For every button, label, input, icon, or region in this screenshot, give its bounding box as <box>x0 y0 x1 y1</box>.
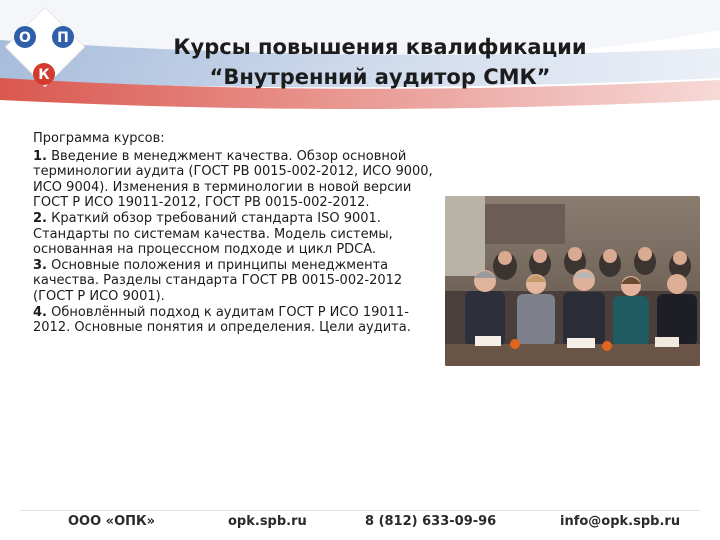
item-text: Введение в менеджмент качества. Обзор основной терминологии аудита (ГОСТ РВ 0015-002-2012, ИСО 9000, ИСО 9004). Изменения в терминологии в новой версии ГОСТ Р ИСО 19011-2012, ГОСТ РВ 0015-002-2012. <box>33 148 433 211</box>
logo-icon <box>2 4 88 90</box>
item-number: 4. <box>33 304 47 320</box>
item-number: 1. <box>33 148 47 164</box>
footer-email[interactable]: info@opk.spb.ru <box>560 514 681 529</box>
company-logo <box>2 4 88 90</box>
program-content <box>33 131 443 336</box>
footer-phone: 8 (812) 633-09-96 <box>365 514 497 529</box>
program-heading: Программа курсов: <box>33 131 165 146</box>
program-item-1 <box>33 149 443 211</box>
footer-divider <box>20 510 700 511</box>
item-number: 3. <box>33 257 47 273</box>
footer-website[interactable]: opk.spb.ru <box>228 514 307 529</box>
page-title <box>110 32 650 92</box>
footer <box>0 504 720 540</box>
item-text: Обновлённый подход к аудитам ГОСТ Р ИСО 19011-2012. Основные понятия и определения. Цели аудита. <box>33 304 411 336</box>
program-item-2 <box>33 211 443 258</box>
program-item-3 <box>33 258 443 305</box>
title-line-2: “Внутренний аудитор СМК” <box>209 65 551 89</box>
program-item-4 <box>33 305 443 336</box>
logo-letter-k: К <box>38 67 50 83</box>
footer-company: ООО «ОПК» <box>68 514 156 529</box>
title-line-1: Курсы повышения квалификации <box>173 35 587 59</box>
audience-image <box>445 196 700 366</box>
item-text: Основные положения и принципы менеджмента качества. Разделы стандарта ГОСТ РВ 0015-002-2012 (ГОСТ Р ИСО 9001). <box>33 257 403 304</box>
classroom-photo <box>445 196 700 366</box>
item-number: 2. <box>33 210 47 226</box>
logo-letter-o: О <box>19 30 31 46</box>
item-text: Краткий обзор требований стандарта ISO 9001. Стандарты по системам качества. Модель системы, основанная на процессном подходе и цикл PDCA. <box>33 210 393 258</box>
logo-letter-p: П <box>57 30 69 46</box>
